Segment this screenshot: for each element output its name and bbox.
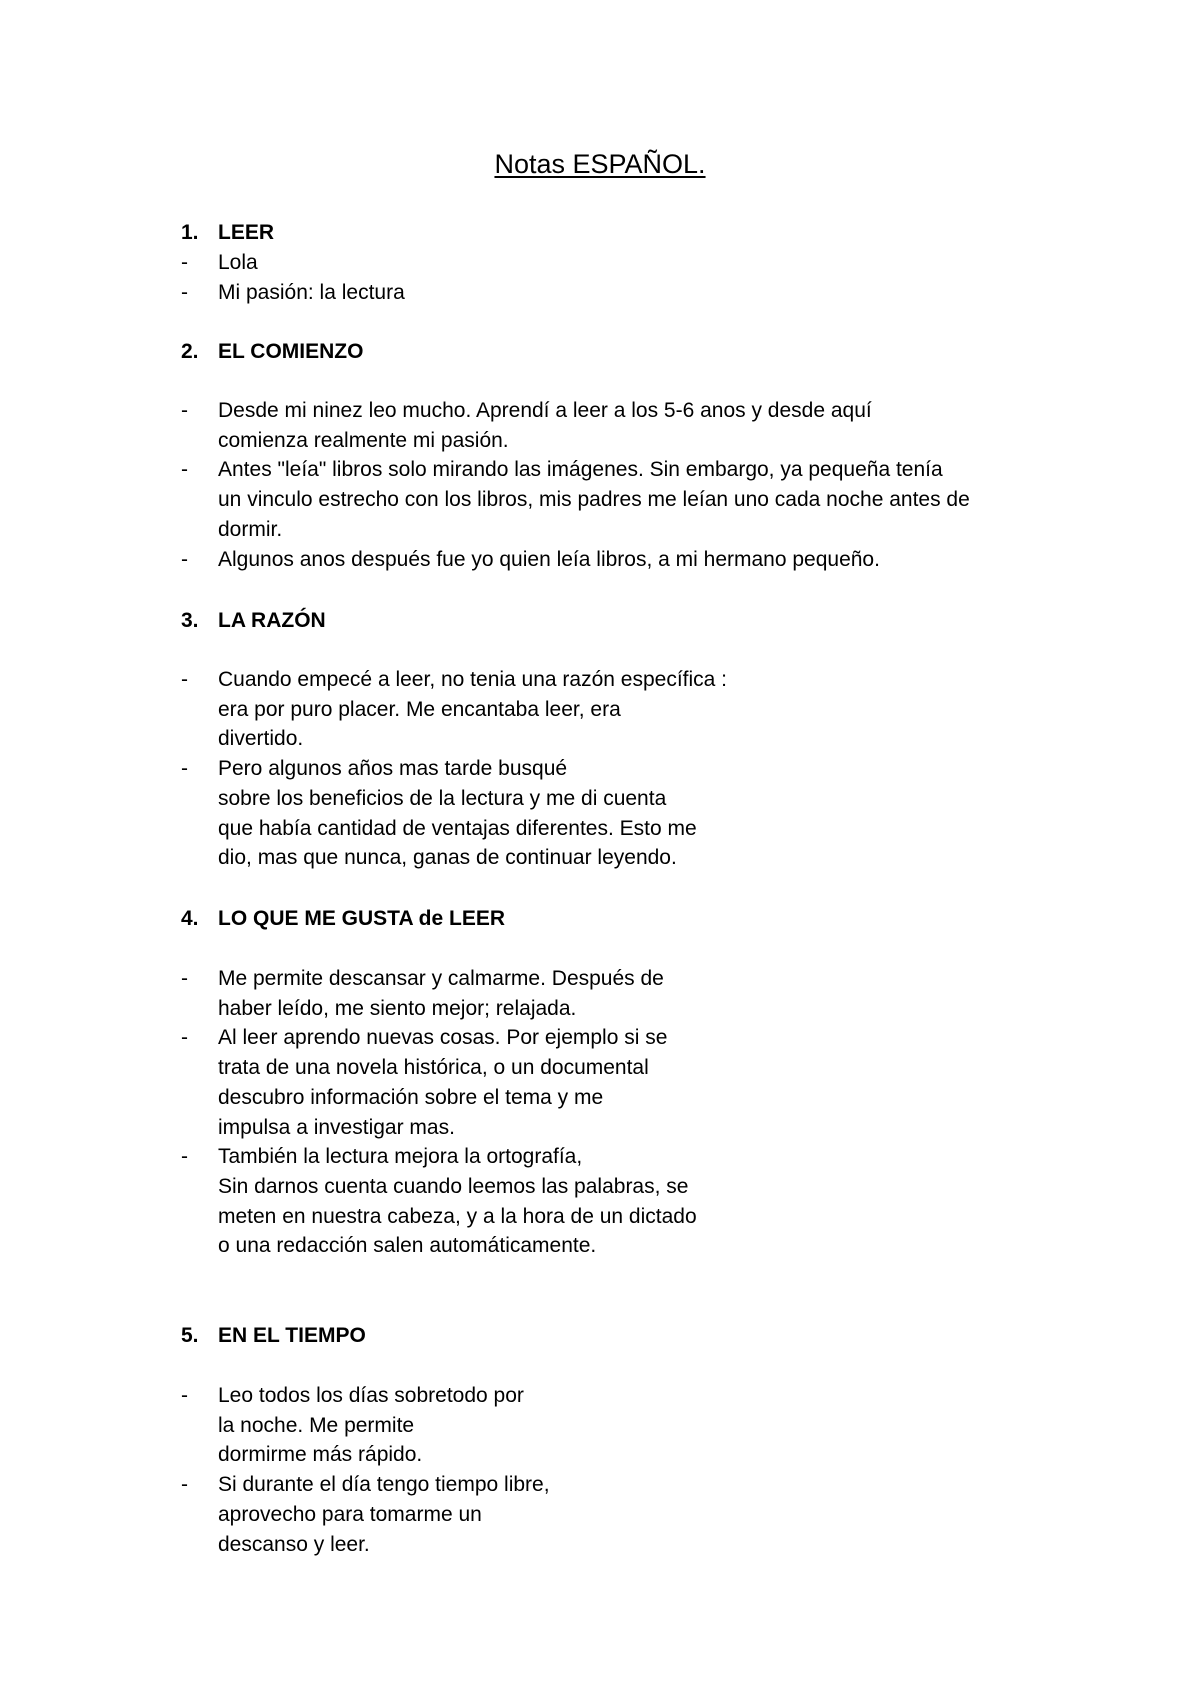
bullet-text-line: Antes "leía" libros solo mirando las imágenes. Sin embargo, ya pequeña tenía bbox=[218, 458, 943, 482]
bullet-text-line: impulsa a investigar mas. bbox=[218, 1115, 455, 1139]
bullet-text-line: Pero algunos años mas tarde busqué bbox=[218, 757, 568, 781]
section-number: 2. bbox=[181, 340, 199, 363]
section-heading: LEER bbox=[218, 221, 275, 244]
bullet-text-line: la noche. Me permite bbox=[218, 1413, 415, 1437]
bullet-dash: - bbox=[181, 547, 188, 571]
document-title bbox=[0, 147, 1200, 181]
bullet-text-line: divertido. bbox=[218, 727, 304, 751]
bullet-dash: - bbox=[181, 399, 188, 422]
bullet-dash: - bbox=[181, 1473, 188, 1497]
section-heading: EL COMIENZO bbox=[218, 340, 364, 363]
bullet-text-line: Si durante el día tengo tiempo libre, bbox=[218, 1473, 550, 1497]
bullet-text-line: Desde mi ninez leo mucho. Aprendí a leer a los 5-6 anos y desde aquí bbox=[218, 399, 872, 422]
bullet-text-line: dormirme más rápido. bbox=[218, 1443, 423, 1467]
bullet-text-line: Lola bbox=[218, 251, 258, 274]
bullet-text-line: trata de una novela histórica, o un documental bbox=[218, 1056, 649, 1080]
bullet-text-line: haber leído, me siento mejor; relajada. bbox=[218, 996, 577, 1020]
bullet-dash: - bbox=[181, 280, 188, 304]
bullet-text-line: Cuando empecé a leer, no tenia una razón específica : bbox=[218, 668, 728, 691]
bullet-text-line: También la lectura mejora la ortografía, bbox=[218, 1145, 583, 1169]
bullet-text-line: Mi pasión: la lectura bbox=[218, 280, 405, 304]
bullet-text-line: o una redacción salen automáticamente. bbox=[218, 1234, 597, 1258]
bullet-dash: - bbox=[181, 1145, 188, 1169]
section-heading: EN EL TIEMPO bbox=[218, 1324, 366, 1347]
bullet-dash: - bbox=[181, 251, 188, 274]
section-number: 5. bbox=[181, 1324, 199, 1347]
section-heading: LO QUE ME GUSTA de LEER bbox=[218, 907, 506, 930]
bullet-text-line: meten en nuestra cabeza, y a la hora de un dictado bbox=[218, 1204, 697, 1228]
bullet-text-line: aprovecho para tomarme un bbox=[218, 1502, 482, 1526]
bullet-dash: - bbox=[181, 757, 188, 781]
bullet-text-line: Sin darnos cuenta cuando leemos las palabras, se bbox=[218, 1174, 689, 1198]
bullet-text-line: descubro información sobre el tema y me bbox=[218, 1085, 604, 1109]
bullet-text-line: dormir. bbox=[218, 517, 283, 541]
bullet-text-line: era por puro placer. Me encantaba leer, era bbox=[218, 697, 621, 721]
bullet-dash: - bbox=[181, 1026, 188, 1050]
bullet-text-line: Leo todos los días sobretodo por bbox=[218, 1384, 524, 1407]
section-heading: LA RAZÓN bbox=[218, 609, 326, 632]
bullet-text-line: comienza realmente mi pasión. bbox=[218, 428, 509, 452]
section-number: 4. bbox=[181, 907, 199, 930]
bullet-text-line: dio, mas que nunca, ganas de continuar leyendo. bbox=[218, 846, 677, 870]
bullet-text-line: un vinculo estrecho con los libros, mis padres me leían uno cada noche antes de bbox=[218, 488, 970, 512]
bullet-text-line: que había cantidad de ventajas diferentes. Esto me bbox=[218, 816, 697, 840]
bullet-dash: - bbox=[181, 668, 188, 691]
bullet-dash: - bbox=[181, 458, 188, 482]
bullet-text-line: descanso y leer. bbox=[218, 1532, 370, 1556]
section-number: 3. bbox=[181, 609, 199, 632]
bullet-dash: - bbox=[181, 1384, 188, 1407]
bullet-text-line: Me permite descansar y calmarme. Después de bbox=[218, 967, 664, 990]
bullet-text-line: sobre los beneficios de la lectura y me di cuenta bbox=[218, 786, 667, 810]
bullet-dash: - bbox=[181, 967, 188, 990]
bullet-text-line: Algunos anos después fue yo quien leía libros, a mi hermano pequeño. bbox=[218, 547, 880, 571]
bullet-text-line: Al leer aprendo nuevas cosas. Por ejemplo si se bbox=[218, 1026, 668, 1050]
document-title-text: Notas ESPAÑOL. bbox=[494, 149, 706, 179]
section-number: 1. bbox=[181, 221, 199, 244]
